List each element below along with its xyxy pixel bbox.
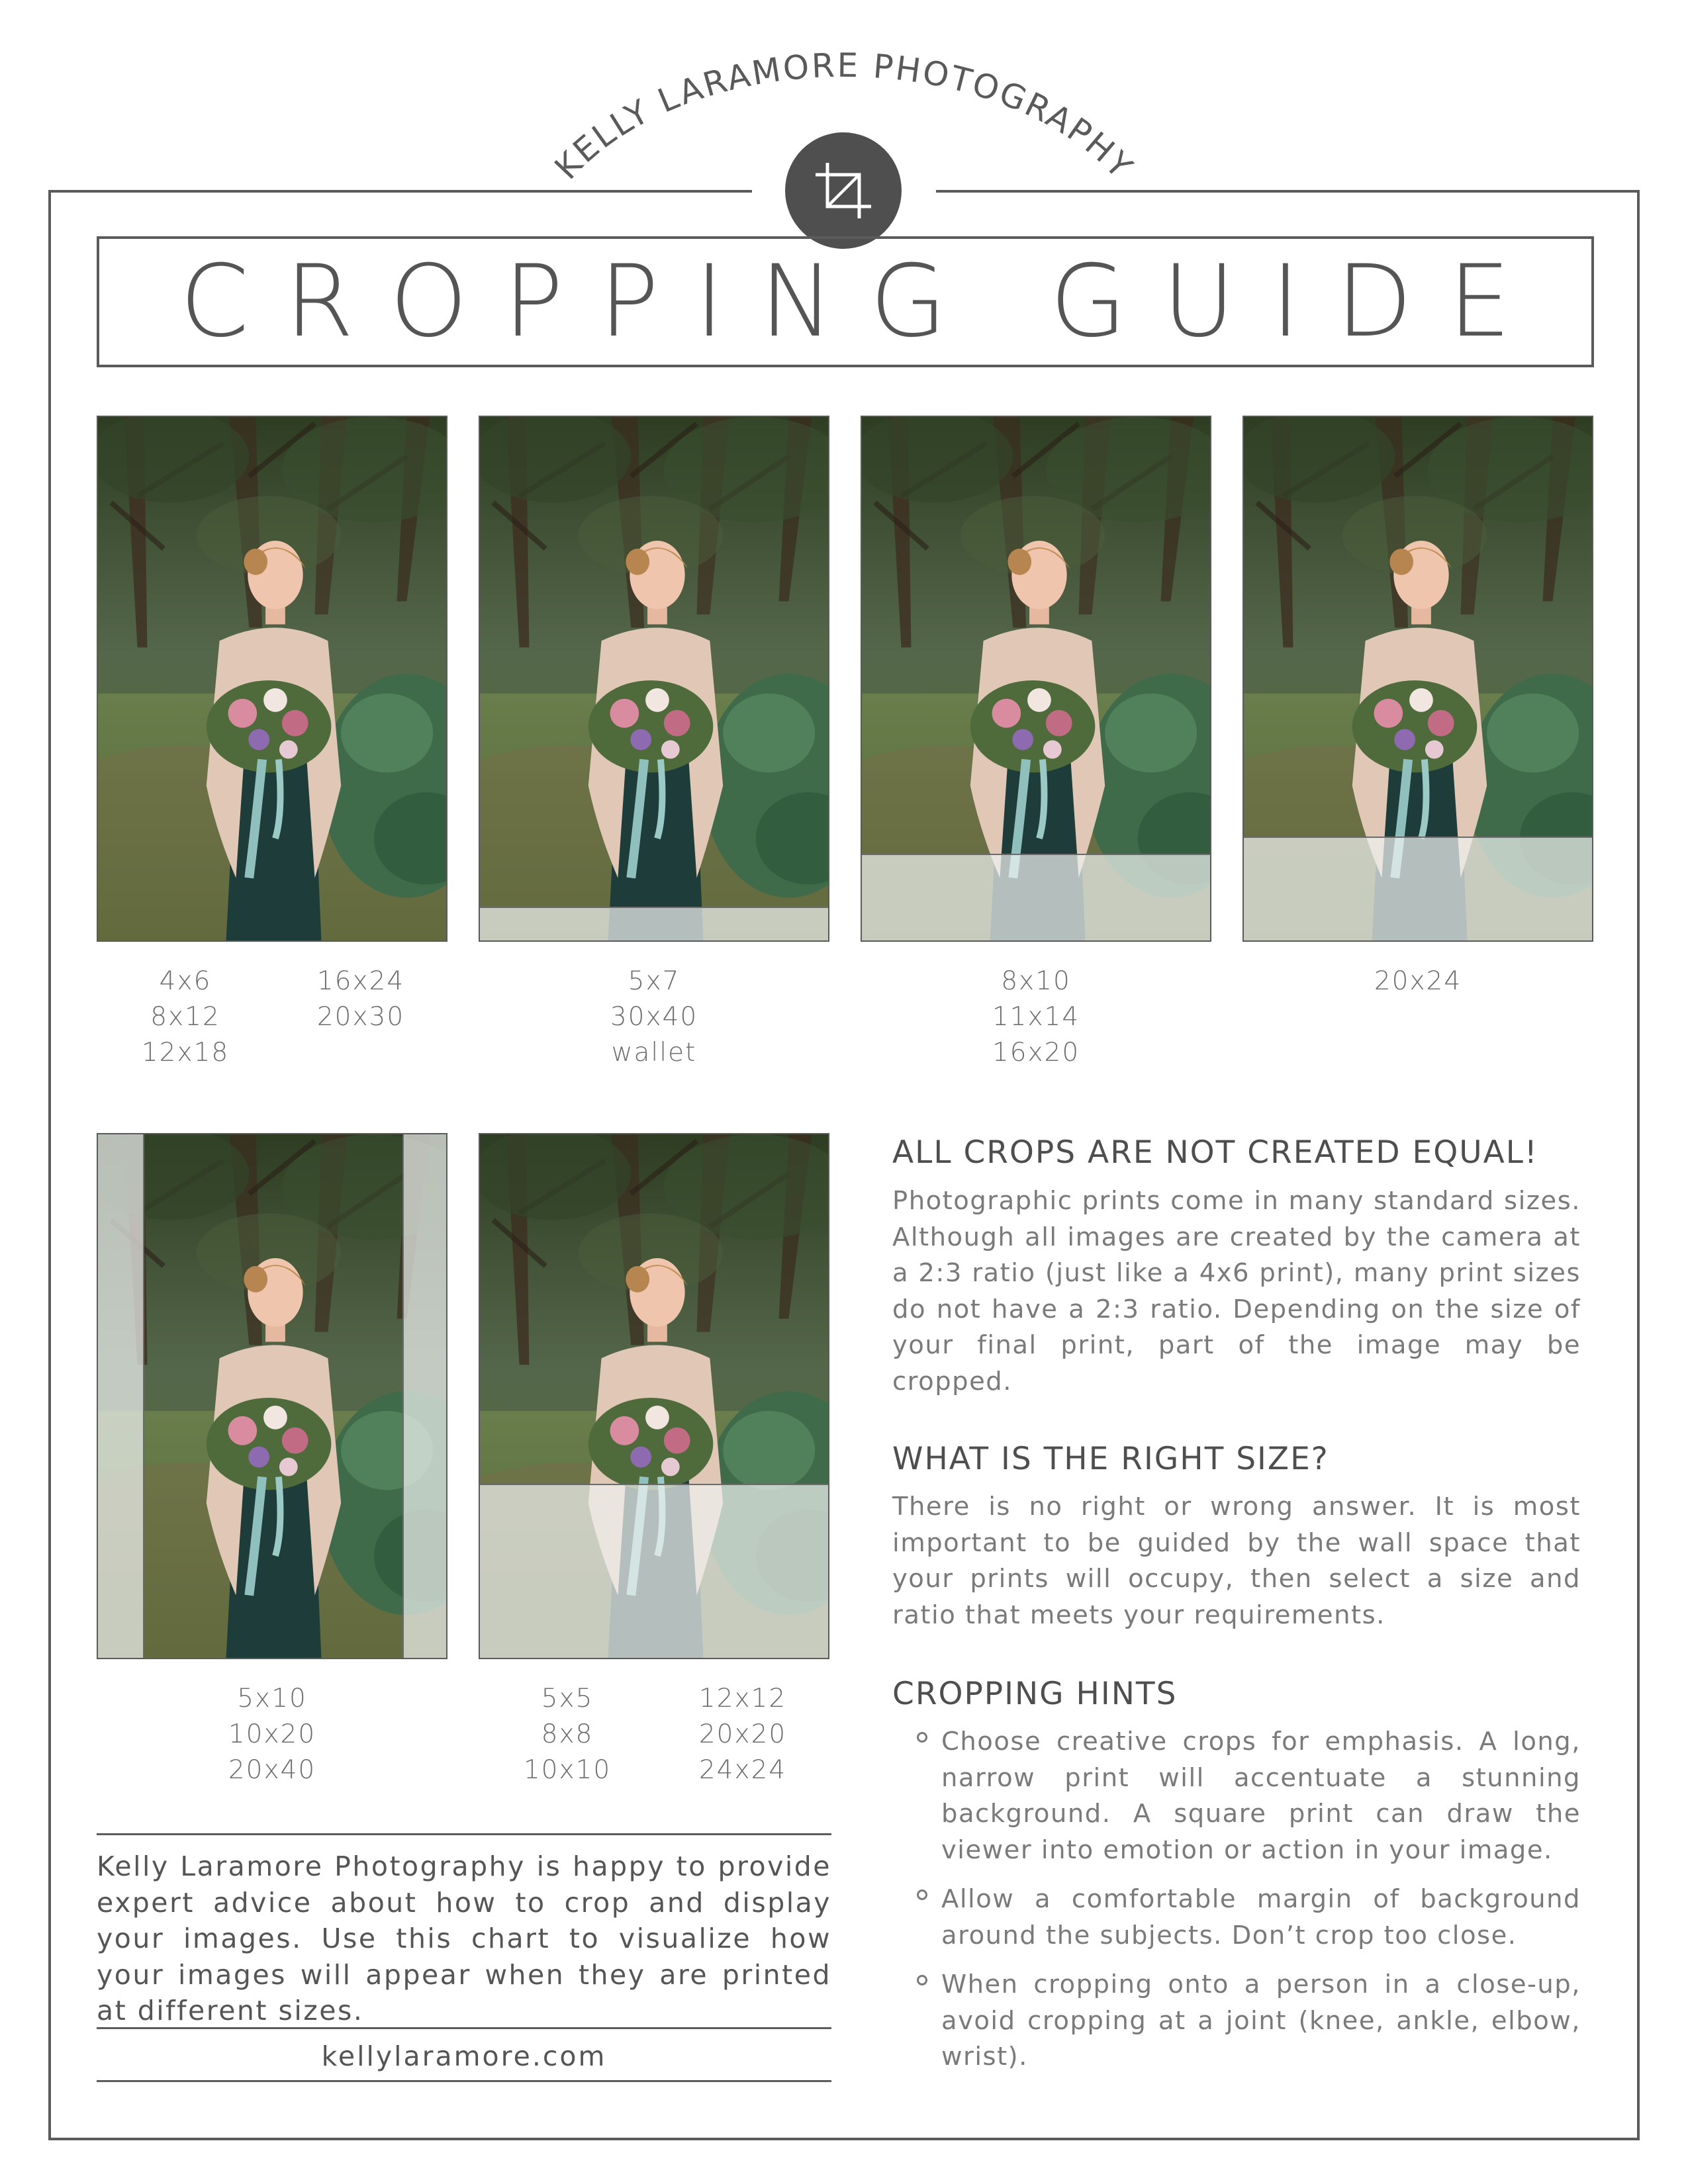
section-body-crops: Photographic prints come in many standard sizes. Although all images are created by the camera at a 2:3 ratio (just like a 4x6 print), many print sizes do not have a 2:3 ratio. Depending on the size of your final print, part of the image may be cropped. [892,1186,1581,1396]
hint-item-3 [917,1967,1581,2075]
crop-overlay-bottom [1244,838,1593,942]
size-label-group-4: 20x24 [1374,966,1462,996]
crop-example-8x10 [861,416,1211,942]
frame-right [1637,190,1640,2140]
crop-line [1244,837,1593,838]
section-heading-hints: CROPPING HINTS [892,1676,1178,1712]
crop-line [480,1484,829,1485]
frame-bottom [48,2138,1640,2140]
size-label-group-2: 5x7 30x40 wallet [610,966,698,1068]
bullet-circle-icon [917,1975,927,1985]
section-heading-right-size: WHAT IS THE RIGHT SIZE? [892,1441,1329,1477]
section-heading-crops: ALL CROPS ARE NOT CREATED EQUAL! [892,1134,1538,1171]
section-body-right-size: There is no right or wrong answer. It is most important to be guided by the wall space that your prints will occupy, then select a size and ratio that meets your requirements. [892,1492,1581,1630]
crop-example-5x5 [479,1133,829,1659]
crop-example-5x7 [479,416,829,942]
crop-line [862,854,1211,855]
title-box [97,236,1594,367]
crop-overlay-left [98,1134,143,1659]
hint-item-2 [917,1882,1581,1954]
footer-rule-middle [97,2027,831,2029]
crop-example-4x6 [97,416,447,942]
crop-icon [810,158,876,224]
size-label-group-3: 8x10 11x14 16x20 [992,966,1080,1068]
logo-badge [785,132,902,249]
bullet-circle-icon [917,1889,927,1900]
crop-overlay-right [404,1134,447,1659]
crop-overlay-bottom [480,908,829,942]
size-label-group-1b: 16x24 20x30 [316,966,405,1032]
size-label-group-5: 5x10 10x20 20x40 [228,1684,316,1785]
crop-line-right [402,1134,404,1659]
hint-text: When cropping onto a person in a close-up, avoid cropping at a joint (knee, ankle, elbow, wrist). [941,1970,1581,2071]
crop-example-5x10 [97,1133,447,1659]
crop-overlay-bottom [862,855,1211,942]
hint-text: Allow a comfortable margin of background around the subjects. Don’t crop too close. [941,1884,1581,1950]
crop-example-20x24 [1243,416,1593,942]
size-label-group-6b: 12x12 20x20 24x24 [698,1684,787,1785]
size-label-group-1a: 4x6 8x12 12x18 [141,966,230,1068]
brand-arc-text: KELLY LARAMORE PHOTOGRAPHY [547,46,1141,187]
frame-left [48,190,51,2140]
size-label-group-6a: 5x5 8x8 10x10 [523,1684,612,1785]
hint-item-1 [917,1724,1581,1868]
footer-rule-bottom [97,2080,831,2082]
hint-text: Choose creative crops for emphasis. A long, narrow print will accentuate a stunning background. A square print can draw the viewer into emotion or action in your image. [941,1727,1581,1865]
crop-overlay-bottom [480,1485,829,1659]
page-title: CROPPING GUIDE [179,244,1547,359]
crop-line [480,907,829,908]
footer-rule-top [97,1833,831,1835]
crop-line-left [143,1134,144,1659]
website-link[interactable]: kellylaramore.com [321,2040,607,2072]
footer-description: Kelly Laramore Photography is happy to provide expert advice about how to crop and display your images. Use this chart to visualize how your images will appear when they are printed at different sizes. [97,1850,831,2026]
bullet-circle-icon [917,1732,927,1743]
